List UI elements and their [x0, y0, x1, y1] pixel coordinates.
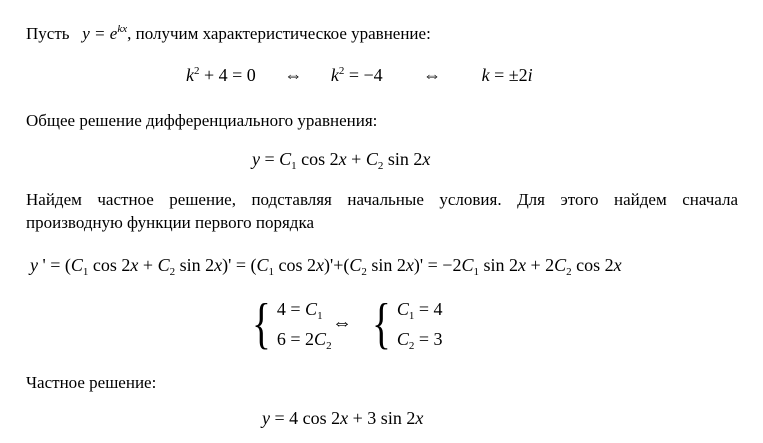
intro-tail: , получим характеристическое уравнение:: [127, 24, 431, 43]
system-left: { $4 = C_1$ $6 = 2C_2$: [252, 293, 332, 355]
particular-intro-line-2: производную функции первого порядка: [26, 213, 314, 232]
substitution-lhs: y = e: [82, 24, 118, 43]
equivalence-arrow: ⇔: [284, 65, 303, 85]
intro-line: [26, 23, 431, 45]
particular-solution-formula: y = 4 cos 2x + 3 sin 2x: [262, 408, 424, 428]
general-solution-heading: Общее решение дифференциального уравнения:: [26, 111, 378, 130]
derivative-formula: y ' = ($C_1$ $\cos 2x + C_2$ $\sin 2x)' = (C_1$ $\cos 2x)'+(C_2$ $\sin 2x)' = -2C_1$ $\sin 2x + 2C_2$ cos 2x: [30, 255, 622, 278]
equivalence-arrow: ⇔: [423, 65, 442, 85]
particular-solution-heading: Частное решение:: [26, 373, 157, 392]
left-brace-icon: {: [252, 293, 271, 355]
system-equivalence-arrow: ⇔: [332, 312, 352, 334]
characteristic-equation: $k^2 + 4 = 0$ ⇔ $k^2 = -4$ ⇔ k = ±2i: [186, 65, 533, 85]
left-brace-icon: {: [372, 293, 391, 355]
intro-lead: Пусть: [26, 24, 70, 43]
substitution-exponent: kx: [117, 23, 128, 35]
general-solution-formula: $y = C_1$ $\cos 2x + C_2$ sin 2x: [252, 149, 431, 172]
particular-intro-line-1: Найдем частное решение, подставляя начальные условия. Для этого найдем сначала: [26, 190, 738, 209]
system-right: { $C_1 = 4$ $C_2 = 3$: [372, 293, 443, 355]
